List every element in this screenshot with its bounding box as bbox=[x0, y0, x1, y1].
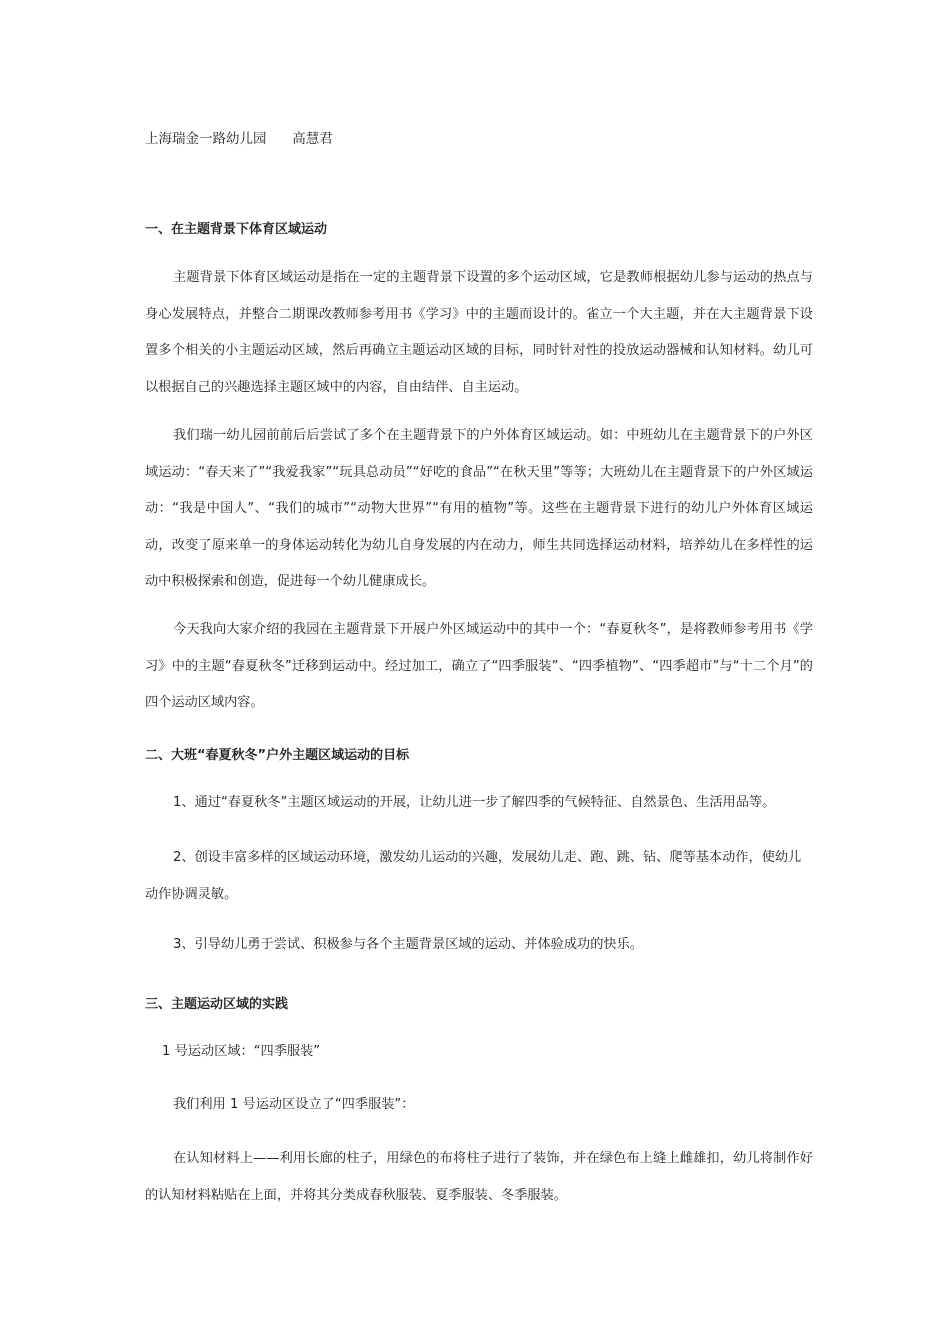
paragraph-examples: 我们瑞一幼儿园前前后后尝试了多个在主题背景下的户外体育区域运动。如：中班幼儿在主题背景下的户外区域运动：“春天来了”“我爱我家”“玩具总动员”“好吃的食品”“在秋天里”等等；大班幼儿在主题背景下的户外区域运动：“我是中国人”、“我们的城市”“动物大世界”“有用的植物”等。这些在主题背景下进行的幼儿户外体育区域运动，改变了原来单一的身体运动转化为幼儿自身发展的内在动力，师生共同选择运动材料，培养幼儿在多样性的运动中积极探索和创造，促进每一个幼儿健康成长。 bbox=[145, 428, 813, 589]
paragraph-spring-summer: 今天我向大家介绍的我园在主题背景下开展户外区域运动中的其中一个：“春夏秋冬”，是将教师参考用书《学习》中的主题“春夏秋冬”迁移到运动中。经过加工，确立了“四季服装”、“四季植物”、“四季超市”与“十二个月”的四个运动区域内容。 bbox=[145, 622, 813, 710]
goal-item-1: 1、通过“春夏秋冬”主题区域运动的开展，让幼儿进一步了解四季的气候特征、自然景色、生活用品等。 bbox=[173, 795, 776, 810]
section-heading-3: 三、主题运动区域的实践 bbox=[145, 997, 289, 1012]
paragraph-intro: 主题背景下体育区域运动是指在一定的主题背景下设置的多个运动区域，它是教师根据幼儿参与运动的热点与身心发展特点，并整合二期课改教师参考用书《学习》中的主题而设计的。雀立一个大主题，并在大主题背景下设置多个相关的小主题运动区域，然后再确立主题运动区域的目标，同时针对性的投放运动器械和认知材料。幼儿可以根据自己的兴趣选择主题区域中的内容，自由结伴、自主运动。 bbox=[145, 270, 813, 395]
section-heading-2: 二、大班“春夏秋冬”户外主题区域运动的目标 bbox=[145, 748, 410, 763]
zone-1-intro: 我们利用 1 号运动区设立了“四季服装”： bbox=[173, 1097, 415, 1112]
author-line: 上海瑞金一路幼儿园 高慧君 bbox=[145, 131, 333, 147]
section-heading-1: 一、在主题背景下体育区域运动 bbox=[145, 222, 328, 237]
zone-1-paragraph: 在认知材料上——利用长廊的柱子，用绿色的布将柱子进行了装饰，并在绿色布上缝上雌雄扣，幼儿将制作好的认知材料粘贴在上面，并将其分类成春秋服装、夏季服装、冬季服装。 bbox=[145, 1151, 813, 1203]
zone-1-title: 1 号运动区域：“四季服装” bbox=[162, 1044, 321, 1059]
goal-item-2: 2、创设丰富多样的区域运动环境，激发幼儿运动的兴趣，发展幼儿走、跑、跳、钻、爬等基本动作，使幼儿动作协调灵敏。 bbox=[145, 850, 802, 902]
goal-item-3: 3、引导幼儿勇于尝试、积极参与各个主题背景区域的运动、并体验成功的快乐。 bbox=[173, 937, 643, 952]
